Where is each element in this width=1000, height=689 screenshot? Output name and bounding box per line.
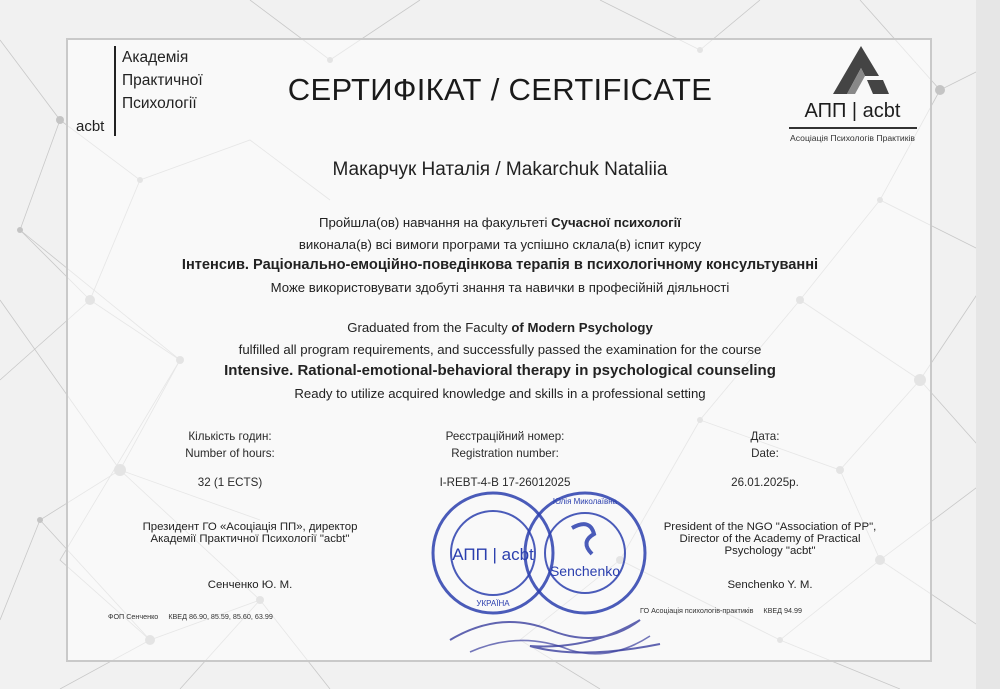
en-skills-line: Ready to utilize acquired knowledge and skills in a professional setting bbox=[294, 386, 706, 401]
stamp2-ring-text: Юлія Миколаївна bbox=[552, 497, 618, 506]
footer-left bbox=[108, 612, 273, 621]
uk-requirements-line: виконала(в) всі вимоги програми та успішно склала(в) іспит курсу bbox=[298, 237, 702, 252]
stamp1-center-text: АПП | acbt bbox=[452, 545, 534, 564]
hours-value: 32 (1 ECTS) bbox=[197, 476, 263, 489]
academy-name-line: Академія bbox=[122, 49, 189, 66]
signature-right-title-line: Psychology "acbt" bbox=[724, 545, 816, 557]
hours-label-en: Number of hours: bbox=[185, 447, 275, 460]
signature-right-name: Senchenko Y. M. bbox=[727, 579, 813, 591]
uk-faculty-prefix: Пройшла(ов) навчання на факультеті bbox=[318, 215, 552, 230]
handwritten-signature bbox=[440, 600, 680, 670]
academy-acbt-label: acbt bbox=[76, 118, 105, 135]
association-logo-text: АПП | acbt bbox=[804, 100, 901, 122]
signature-right-title bbox=[620, 521, 920, 557]
association-logo-subtitle: Асоціація Психологів Практиків bbox=[790, 133, 915, 143]
footer-right-kved: КВЕД 94.99 bbox=[763, 606, 803, 615]
director-stamp bbox=[520, 488, 650, 618]
signature-left-name: Сенченко Ю. М. bbox=[207, 579, 293, 591]
footer-right-org: ГО Асоціація психологів-практиків bbox=[640, 606, 754, 615]
association-logo bbox=[775, 42, 930, 152]
registration-label-uk: Реєстраційний номер: bbox=[445, 430, 565, 443]
en-course-title: Intensive. Rational-emotional-behavioral therapy in psychological counseling bbox=[224, 362, 776, 379]
registration-label-en: Registration number: bbox=[451, 447, 559, 460]
academy-name bbox=[122, 46, 203, 115]
date-label-en: Date: bbox=[751, 447, 779, 460]
academy-logo bbox=[74, 44, 224, 140]
footer-left-kved: КВЕД 86.90, 85.59, 85.60, 63.99 bbox=[168, 612, 273, 621]
logo-underline bbox=[789, 127, 917, 129]
signature-right-title-line: President of the NGO "Association of PP", bbox=[663, 521, 877, 533]
date-label-uk: Дата: bbox=[750, 430, 780, 443]
academy-name-line: Психології bbox=[122, 95, 197, 112]
signature-left-title-line: Президент ГО «Асоціація ПП», директор bbox=[142, 521, 358, 533]
hours-label-uk: Кількість годин: bbox=[188, 430, 272, 443]
signature-right-title-line: Director of the Academy of Practical bbox=[679, 533, 861, 545]
academy-name-line: Практичної bbox=[122, 72, 203, 89]
en-faculty-line bbox=[150, 320, 850, 335]
en-faculty-prefix: Graduated from the Faculty bbox=[347, 320, 512, 335]
uk-skills-line: Може використовувати здобуті знання та навички в професійній діяльності bbox=[270, 280, 730, 295]
signature-left-title-line: Академії Практичної Психології "acbt" bbox=[150, 533, 350, 545]
holder-name: Макарчук Наталія / Makarchuk Nataliia bbox=[332, 159, 668, 180]
en-faculty-name: of Modern Psychology bbox=[511, 320, 653, 335]
logo-divider bbox=[114, 46, 116, 136]
signature-left-title bbox=[100, 521, 400, 545]
certificate-title: СЕРТИФІКАТ / CERTIFICATE bbox=[287, 72, 713, 107]
date-value: 26.01.2025р. bbox=[731, 476, 799, 489]
uk-course-title: Інтенсив. Раціонально-емоційно-поведінкова терапія в психологічному консультуванні bbox=[181, 257, 819, 273]
footer-left-fop: ФОП Сенченко bbox=[108, 612, 159, 621]
stamp2-center-text: Senchenko bbox=[549, 563, 621, 579]
stamp1-ring-text: УКРАЇНА bbox=[476, 599, 510, 608]
association-logo-mark-icon bbox=[775, 42, 930, 100]
uk-faculty-name: Сучасної психології bbox=[551, 215, 681, 230]
uk-faculty-line bbox=[150, 215, 850, 230]
en-requirements-line: fulfilled all program requirements, and successfully passed the examination for the course bbox=[238, 342, 762, 357]
registration-value: I-REBT-4-B 17-26012025 bbox=[439, 476, 571, 489]
